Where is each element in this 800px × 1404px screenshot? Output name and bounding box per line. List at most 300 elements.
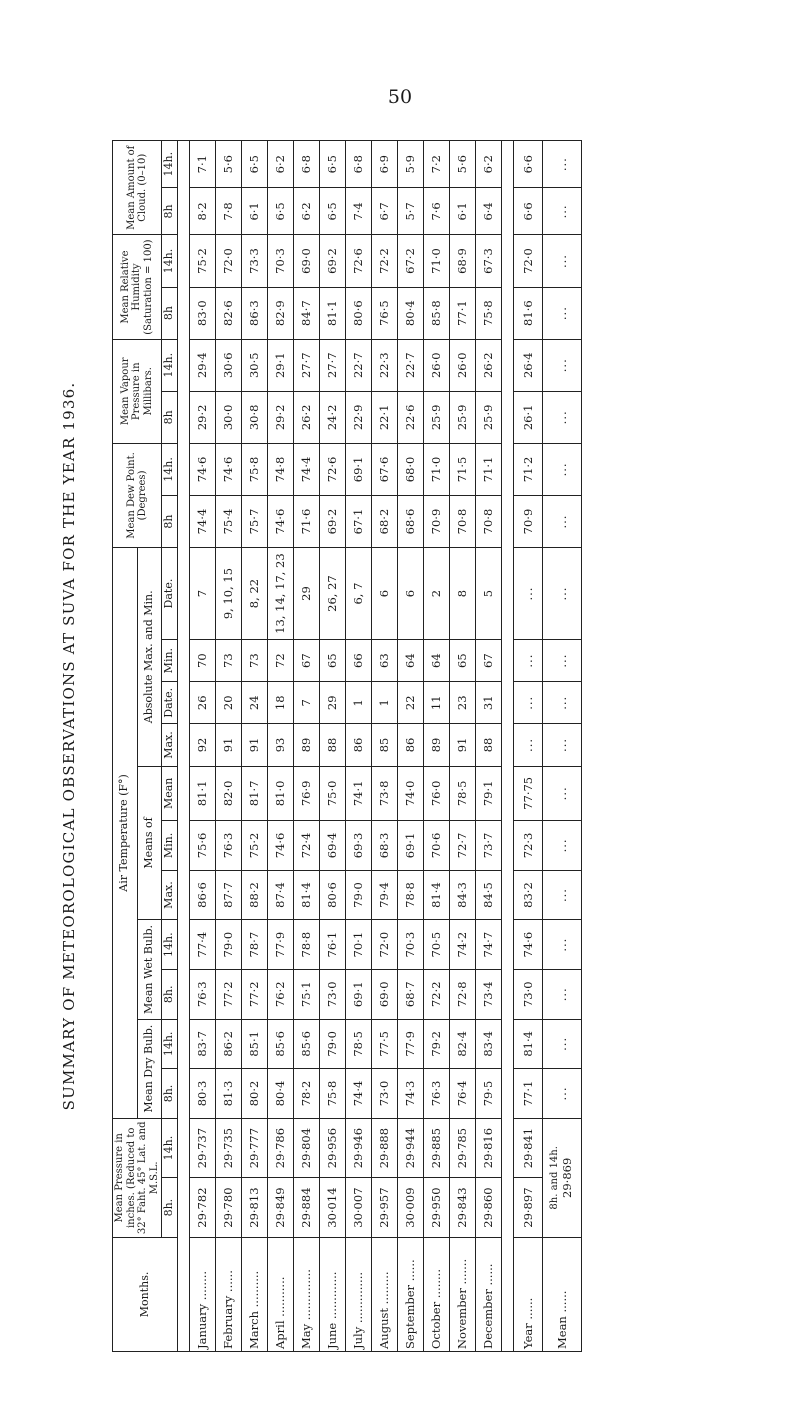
cell-means-mean: 75·0	[319, 766, 345, 821]
cell-wet-bulb-14h: 70·5	[423, 920, 449, 970]
cell-vapour-8h: 25·9	[449, 391, 475, 443]
cell-abs-min-date: 6	[371, 548, 397, 640]
header-mean-pressure: Mean Pressure in inches. (Reduced to 32° Faht. 45° Lat. and M.S.L.	[113, 1118, 162, 1237]
year-vapour-8h: 26·1	[513, 391, 542, 443]
cell-cloud-14h: 7·1	[189, 141, 215, 188]
cell-abs-min: 65	[449, 640, 475, 682]
header-cloud-8h: 8h	[162, 188, 178, 235]
cell-abs-max: 93	[267, 724, 293, 766]
mean-blank-cell: ...	[542, 1069, 581, 1119]
rotated-page	[60, 140, 752, 1352]
cell-wet-bulb-8h: 77·2	[215, 969, 241, 1019]
header-mean-relative-humidity: Mean Relative Humidity (Saturation = 100)	[113, 235, 162, 339]
cell-means-max: 86·6	[189, 870, 215, 920]
year-dew-point-14h: 71·2	[513, 443, 542, 495]
mean-pressure-value: 29·869	[560, 1157, 575, 1198]
year-means-max: 83·2	[513, 870, 542, 920]
table-row	[293, 141, 319, 1352]
cell-abs-min-date: 6	[397, 548, 423, 640]
cell-abs-min: 63	[371, 640, 397, 682]
cell-vapour-8h: 25·9	[475, 391, 501, 443]
cell-dry-bulb-8h: 75·8	[319, 1069, 345, 1119]
cell-cloud-14h: 6·2	[267, 141, 293, 188]
month-label: November .......	[449, 1237, 475, 1351]
cell-abs-min-date: 6, 7	[345, 548, 371, 640]
month-label: May ..............	[293, 1237, 319, 1351]
header-means-max: Max.	[162, 870, 178, 920]
cell-means-min: 68·3	[371, 821, 397, 871]
cell-abs-min: 67	[475, 640, 501, 682]
cell-abs-max: 91	[241, 724, 267, 766]
cell-abs-min: 65	[319, 640, 345, 682]
cell-wet-bulb-8h: 75·1	[293, 969, 319, 1019]
cell-pressure-14h: 29·888	[371, 1118, 397, 1178]
cell-abs-max-date: 24	[241, 682, 267, 724]
cell-wet-bulb-14h: 78·8	[293, 920, 319, 970]
cell-cloud-8h: 6·1	[241, 188, 267, 235]
cell-dry-bulb-8h: 74·4	[345, 1069, 371, 1119]
cell-dew-point-14h: 74·6	[215, 443, 241, 495]
year-dry-bulb-8h: 77·1	[513, 1069, 542, 1119]
year-vapour-14h: 26·4	[513, 339, 542, 391]
cell-humidity-14h: 70·3	[267, 235, 293, 287]
cell-means-min: 69·1	[397, 821, 423, 871]
month-label: August .........	[371, 1237, 397, 1351]
mean-blank-cell: ...	[542, 1019, 581, 1069]
cell-abs-min-date: 8	[449, 548, 475, 640]
cell-wet-bulb-8h: 69·1	[345, 969, 371, 1019]
cell-dew-point-14h: 74·4	[293, 443, 319, 495]
cell-cloud-14h: 6·2	[475, 141, 501, 188]
cell-wet-bulb-8h: 76·2	[267, 969, 293, 1019]
cell-dry-bulb-14h: 79·0	[319, 1019, 345, 1069]
cell-vapour-14h: 27·7	[293, 339, 319, 391]
cell-means-max: 87·4	[267, 870, 293, 920]
month-label: March ..........	[241, 1237, 267, 1351]
mean-blank-cell: ...	[542, 495, 581, 547]
spacer-cell	[501, 141, 513, 1352]
cell-cloud-8h: 7·8	[215, 188, 241, 235]
header-absolute-max-min: Absolute Max. and Min.	[137, 548, 162, 766]
cell-pressure-14h: 29·946	[345, 1118, 371, 1178]
cell-abs-max: 89	[423, 724, 449, 766]
cell-dew-point-8h: 74·6	[267, 495, 293, 547]
year-wet-bulb-14h: 74·6	[513, 920, 542, 970]
cell-pressure-14h: 29·816	[475, 1118, 501, 1178]
cell-cloud-8h: 6·5	[267, 188, 293, 235]
cell-abs-max-date: 11	[423, 682, 449, 724]
cell-pressure-14h: 29·737	[189, 1118, 215, 1178]
cell-means-min: 70·6	[423, 821, 449, 871]
cell-abs-min: 72	[267, 640, 293, 682]
cell-dry-bulb-14h: 83·4	[475, 1019, 501, 1069]
table-row	[319, 141, 345, 1352]
cell-dry-bulb-14h: 85·6	[293, 1019, 319, 1069]
year-dew-point-8h: 70·9	[513, 495, 542, 547]
cell-means-max: 87·7	[215, 870, 241, 920]
cell-humidity-8h: 83·0	[189, 287, 215, 339]
year-abs-max-date: ...	[513, 682, 542, 724]
header-vapour-8h: 8h	[162, 391, 178, 443]
header-means-min: Min.	[162, 821, 178, 871]
table-row	[449, 141, 475, 1352]
cell-dew-point-14h: 71·0	[423, 443, 449, 495]
cell-wet-bulb-8h: 69·0	[371, 969, 397, 1019]
table-row	[189, 141, 215, 1352]
header-means-mean: Mean	[162, 766, 178, 821]
header-dry-8h: 8h.	[162, 1069, 178, 1119]
year-humidity-8h: 81·6	[513, 287, 542, 339]
cell-means-mean: 74·0	[397, 766, 423, 821]
cell-dry-bulb-8h: 73·0	[371, 1069, 397, 1119]
header-wet-14h: 14h.	[162, 920, 178, 970]
year-row	[513, 141, 542, 1352]
cell-wet-bulb-14h: 70·1	[345, 920, 371, 970]
cell-means-min: 69·3	[345, 821, 371, 871]
cell-means-max: 84·3	[449, 870, 475, 920]
cell-means-mean: 76·9	[293, 766, 319, 821]
cell-abs-min-date: 7	[189, 548, 215, 640]
cell-vapour-14h: 29·4	[189, 339, 215, 391]
cell-abs-min-date: 29	[293, 548, 319, 640]
cell-dry-bulb-14h: 82·4	[449, 1019, 475, 1069]
cell-abs-max: 91	[215, 724, 241, 766]
year-wet-bulb-8h: 73·0	[513, 969, 542, 1019]
cell-pressure-8h: 29·957	[371, 1178, 397, 1238]
year-abs-max: ...	[513, 724, 542, 766]
cell-humidity-8h: 81·1	[319, 287, 345, 339]
header-mean-dew-point: Mean Dew Point. (Degrees)	[113, 443, 162, 547]
header-dry-14h: 14h.	[162, 1019, 178, 1069]
cell-pressure-8h: 30·014	[319, 1178, 345, 1238]
cell-means-max: 79·0	[345, 870, 371, 920]
cell-dry-bulb-8h: 80·2	[241, 1069, 267, 1119]
cell-dew-point-14h: 71·1	[475, 443, 501, 495]
cell-abs-max: 86	[345, 724, 371, 766]
cell-dry-bulb-8h: 76·4	[449, 1069, 475, 1119]
cell-means-mean: 81·7	[241, 766, 267, 821]
cell-abs-max-date: 26	[189, 682, 215, 724]
cell-humidity-14h: 73·3	[241, 235, 267, 287]
cell-wet-bulb-14h: 77·9	[267, 920, 293, 970]
header-abs-min: Min.	[162, 640, 178, 682]
cell-abs-max: 86	[397, 724, 423, 766]
header-means-of: Means of	[137, 766, 162, 920]
header-abs-max-date: Date.	[162, 682, 178, 724]
cell-cloud-8h: 6·5	[319, 188, 345, 235]
cell-wet-bulb-14h: 74·2	[449, 920, 475, 970]
cell-humidity-14h: 69·0	[293, 235, 319, 287]
cell-cloud-14h: 6·5	[241, 141, 267, 188]
cell-means-min: 75·6	[189, 821, 215, 871]
cell-abs-max-date: 23	[449, 682, 475, 724]
cell-dry-bulb-8h: 80·3	[189, 1069, 215, 1119]
header-mean-wet-bulb: Mean Wet Bulb.	[137, 920, 162, 1019]
cell-means-mean: 82·0	[215, 766, 241, 821]
cell-dew-point-8h: 70·9	[423, 495, 449, 547]
cell-cloud-14h: 5·6	[215, 141, 241, 188]
cell-pressure-8h: 29·884	[293, 1178, 319, 1238]
cell-vapour-14h: 22·3	[371, 339, 397, 391]
cell-abs-min-date: 13, 14, 17, 23	[267, 548, 293, 640]
cell-abs-max: 89	[293, 724, 319, 766]
cell-wet-bulb-8h: 77·2	[241, 969, 267, 1019]
cell-vapour-8h: 30·0	[215, 391, 241, 443]
cell-vapour-14h: 26·0	[423, 339, 449, 391]
cell-humidity-8h: 86·3	[241, 287, 267, 339]
cell-humidity-14h: 67·3	[475, 235, 501, 287]
header-wet-8h: 8h.	[162, 969, 178, 1019]
cell-dew-point-14h: 74·8	[267, 443, 293, 495]
cell-vapour-14h: 30·6	[215, 339, 241, 391]
table-row	[397, 141, 423, 1352]
header-pressure-8h: 8h.	[162, 1178, 178, 1238]
cell-humidity-8h: 80·6	[345, 287, 371, 339]
mean-blank-cell: ...	[542, 548, 581, 640]
cell-vapour-8h: 22·6	[397, 391, 423, 443]
cell-vapour-8h: 25·9	[423, 391, 449, 443]
mean-row	[542, 141, 581, 1352]
cell-means-mean: 78·5	[449, 766, 475, 821]
mean-pressure-label: 8h. and 14h.	[548, 1146, 560, 1210]
cell-means-max: 84·5	[475, 870, 501, 920]
cell-dew-point-8h: 69·2	[319, 495, 345, 547]
header-mean-cloud: Mean Amount of Cloud. (0–10)	[113, 141, 162, 235]
cell-vapour-14h: 22·7	[397, 339, 423, 391]
cell-dew-point-8h: 70·8	[475, 495, 501, 547]
cell-wet-bulb-8h: 76·3	[189, 969, 215, 1019]
cell-means-mean: 76·0	[423, 766, 449, 821]
cell-pressure-8h: 29·813	[241, 1178, 267, 1238]
cell-abs-min: 64	[423, 640, 449, 682]
cell-abs-max: 91	[449, 724, 475, 766]
cell-abs-min: 67	[293, 640, 319, 682]
cell-dry-bulb-14h: 78·5	[345, 1019, 371, 1069]
cell-abs-max-date: 18	[267, 682, 293, 724]
cell-abs-min: 73	[241, 640, 267, 682]
cell-cloud-8h: 7·4	[345, 188, 371, 235]
cell-means-max: 78·8	[397, 870, 423, 920]
cell-dry-bulb-8h: 79·5	[475, 1069, 501, 1119]
mean-blank-cell: ...	[542, 766, 581, 821]
cell-abs-min-date: 5	[475, 548, 501, 640]
cell-wet-bulb-8h: 68·7	[397, 969, 423, 1019]
cell-humidity-8h: 80·4	[397, 287, 423, 339]
observations-table	[112, 140, 582, 1352]
mean-blank-cell: ...	[542, 443, 581, 495]
header-abs-min-date: Date.	[162, 548, 178, 640]
header-vapour-14h: 14h.	[162, 339, 178, 391]
cell-pressure-14h: 29·777	[241, 1118, 267, 1178]
cell-dry-bulb-14h: 86·2	[215, 1019, 241, 1069]
cell-cloud-14h: 7·2	[423, 141, 449, 188]
cell-dew-point-14h: 74·6	[189, 443, 215, 495]
year-pressure-14h: 29·841	[513, 1118, 542, 1178]
cell-vapour-14h: 26·2	[475, 339, 501, 391]
cell-means-min: 75·2	[241, 821, 267, 871]
cell-dew-point-8h: 75·4	[215, 495, 241, 547]
cell-dew-point-8h: 68·2	[371, 495, 397, 547]
cell-means-min: 69·4	[319, 821, 345, 871]
cell-cloud-14h: 6·5	[319, 141, 345, 188]
cell-abs-max-date: 1	[371, 682, 397, 724]
cell-pressure-8h: 30·007	[345, 1178, 371, 1238]
cell-wet-bulb-14h: 76·1	[319, 920, 345, 970]
table-row	[423, 141, 449, 1352]
cell-pressure-8h: 29·780	[215, 1178, 241, 1238]
cell-abs-min-date: 2	[423, 548, 449, 640]
cell-humidity-8h: 82·9	[267, 287, 293, 339]
cell-humidity-8h: 84·7	[293, 287, 319, 339]
header-cloud-14h: 14h.	[162, 141, 178, 188]
cell-dew-point-14h: 72·6	[319, 443, 345, 495]
cell-abs-max: 92	[189, 724, 215, 766]
cell-dry-bulb-8h: 74·3	[397, 1069, 423, 1119]
cell-abs-min: 64	[397, 640, 423, 682]
cell-cloud-14h: 6·8	[345, 141, 371, 188]
cell-dry-bulb-8h: 80·4	[267, 1069, 293, 1119]
cell-dry-bulb-14h: 77·5	[371, 1019, 397, 1069]
table-body	[177, 141, 581, 1352]
cell-dry-bulb-14h: 79·2	[423, 1019, 449, 1069]
cell-humidity-14h: 67·2	[397, 235, 423, 287]
cell-dry-bulb-14h: 85·1	[241, 1019, 267, 1069]
cell-humidity-14h: 69·2	[319, 235, 345, 287]
cell-abs-max: 88	[319, 724, 345, 766]
spacer-row	[501, 141, 513, 1352]
cell-abs-min: 73	[215, 640, 241, 682]
table-header	[113, 141, 178, 1352]
cell-dew-point-8h: 71·6	[293, 495, 319, 547]
cell-wet-bulb-8h: 73·0	[319, 969, 345, 1019]
header-months: Months.	[113, 1237, 178, 1351]
header-mean-vapour-pressure: Mean Vapour Pressure in Millibars.	[113, 339, 162, 443]
cell-means-min: 72·4	[293, 821, 319, 871]
year-means-min: 72·3	[513, 821, 542, 871]
cell-abs-max-date: 20	[215, 682, 241, 724]
page-number: 50	[387, 86, 413, 108]
cell-vapour-14h: 29·1	[267, 339, 293, 391]
header-pressure-14h: 14h.	[162, 1118, 178, 1178]
year-label: Year ......	[513, 1237, 542, 1351]
cell-pressure-14h: 29·735	[215, 1118, 241, 1178]
year-means-mean: 77·75	[513, 766, 542, 821]
cell-pressure-8h: 30·009	[397, 1178, 423, 1238]
year-humidity-14h: 72·0	[513, 235, 542, 287]
mean-blank-cell: ...	[542, 287, 581, 339]
cell-abs-min-date: 8, 22	[241, 548, 267, 640]
year-dry-bulb-14h: 81·4	[513, 1019, 542, 1069]
cell-pressure-8h: 29·950	[423, 1178, 449, 1238]
cell-means-min: 74·6	[267, 821, 293, 871]
cell-cloud-8h: 6·1	[449, 188, 475, 235]
cell-dew-point-14h: 67·6	[371, 443, 397, 495]
cell-wet-bulb-8h: 72·2	[423, 969, 449, 1019]
cell-wet-bulb-14h: 79·0	[215, 920, 241, 970]
cell-humidity-8h: 75·8	[475, 287, 501, 339]
cell-pressure-8h: 29·849	[267, 1178, 293, 1238]
cell-vapour-14h: 26·0	[449, 339, 475, 391]
cell-vapour-14h: 27·7	[319, 339, 345, 391]
cell-wet-bulb-14h: 78·7	[241, 920, 267, 970]
cell-pressure-14h: 29·885	[423, 1118, 449, 1178]
header-dew-8h: 8h	[162, 495, 178, 547]
cell-humidity-8h: 82·6	[215, 287, 241, 339]
cell-abs-max: 85	[371, 724, 397, 766]
cell-pressure-14h: 29·785	[449, 1118, 475, 1178]
cell-means-mean: 81·1	[189, 766, 215, 821]
cell-vapour-8h: 24·2	[319, 391, 345, 443]
cell-means-min: 72·7	[449, 821, 475, 871]
cell-means-mean: 79·1	[475, 766, 501, 821]
cell-means-max: 81·4	[423, 870, 449, 920]
cell-dry-bulb-8h: 78·2	[293, 1069, 319, 1119]
header-humidity-8h: 8h	[162, 287, 178, 339]
cell-cloud-8h: 8·2	[189, 188, 215, 235]
cell-means-max: 80·6	[319, 870, 345, 920]
header-abs-max: Max.	[162, 724, 178, 766]
cell-abs-max-date: 29	[319, 682, 345, 724]
cell-wet-bulb-14h: 77·4	[189, 920, 215, 970]
cell-vapour-8h: 29·2	[189, 391, 215, 443]
mean-blank-cell: ...	[542, 821, 581, 871]
cell-cloud-14h: 6·9	[371, 141, 397, 188]
cell-dew-point-14h: 69·1	[345, 443, 371, 495]
table-row	[475, 141, 501, 1352]
cell-cloud-8h: 6·4	[475, 188, 501, 235]
month-label: September ......	[397, 1237, 423, 1351]
cell-dew-point-14h: 68·0	[397, 443, 423, 495]
cell-abs-min-date: 26, 27	[319, 548, 345, 640]
cell-abs-max-date: 22	[397, 682, 423, 724]
mean-blank-cell: ...	[542, 682, 581, 724]
cell-pressure-14h: 29·944	[397, 1118, 423, 1178]
header-mean-dry-bulb: Mean Dry Bulb.	[137, 1019, 162, 1118]
year-cloud-14h: 6·6	[513, 141, 542, 188]
cell-means-max: 88·2	[241, 870, 267, 920]
cell-humidity-8h: 77·1	[449, 287, 475, 339]
cell-abs-max-date: 31	[475, 682, 501, 724]
cell-humidity-8h: 76·5	[371, 287, 397, 339]
cell-vapour-8h: 22·1	[371, 391, 397, 443]
cell-humidity-14h: 72·2	[371, 235, 397, 287]
cell-wet-bulb-14h: 74·7	[475, 920, 501, 970]
cell-means-mean: 73·8	[371, 766, 397, 821]
month-label: December ......	[475, 1237, 501, 1351]
cell-abs-min: 70	[189, 640, 215, 682]
spacer-row	[177, 141, 189, 1352]
cell-means-min: 73·7	[475, 821, 501, 871]
cell-humidity-8h: 85·8	[423, 287, 449, 339]
mean-blank-cell: ...	[542, 920, 581, 970]
mean-blank-cell: ...	[542, 235, 581, 287]
cell-vapour-14h: 30·5	[241, 339, 267, 391]
year-cloud-8h: 6·6	[513, 188, 542, 235]
table-row	[371, 141, 397, 1352]
cell-means-mean: 74·1	[345, 766, 371, 821]
mean-label: Mean ......	[542, 1237, 581, 1351]
cell-humidity-14h: 71·0	[423, 235, 449, 287]
mean-blank-cell: ...	[542, 391, 581, 443]
cell-vapour-14h: 22·7	[345, 339, 371, 391]
mean-blank-cell: ...	[542, 339, 581, 391]
cell-humidity-14h: 72·0	[215, 235, 241, 287]
year-abs-min-date: ...	[513, 548, 542, 640]
mean-blank-cell: ...	[542, 724, 581, 766]
cell-cloud-8h: 6·7	[371, 188, 397, 235]
cell-abs-max: 88	[475, 724, 501, 766]
cell-means-min: 76·3	[215, 821, 241, 871]
